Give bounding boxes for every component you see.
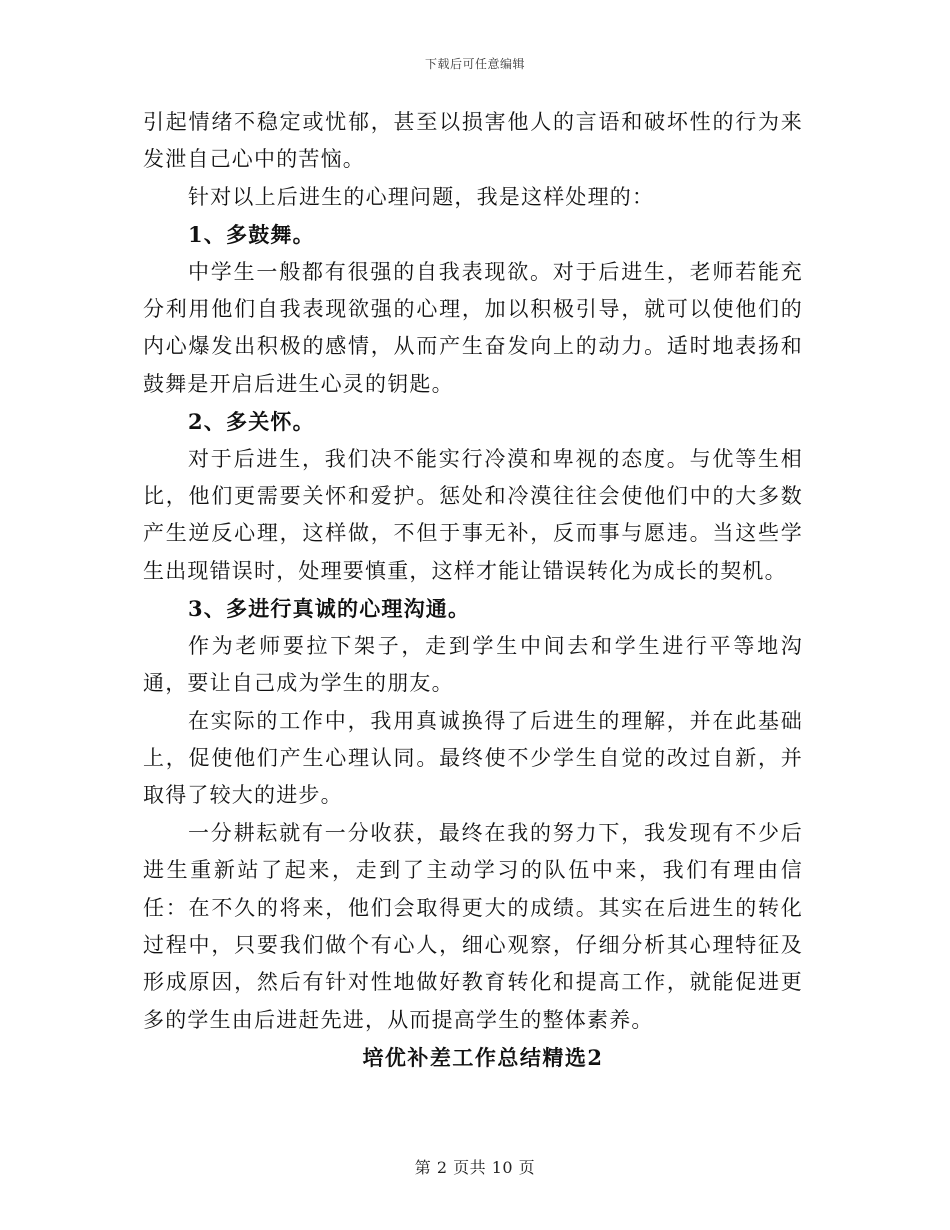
paragraph-conclusion: 一分耕耘就有一分收获，最终在我的努力下，我发现有不少后进生重新站了起来，走到了主动学习的队伍中来，我们有理由信任：在不久的将来，他们会取得更大的成绩。其实在后进生的转化过程中，只要我们做个有心人，细心观察，仔细分析其心理特征及形成原因，然后有针对性地做好教育转化和提高工作，就能促进更多的学生由后进赶先进，从而提高学生的整体素养。	[143, 820, 803, 1032]
paragraph-continuation: 引起情绪不稳定或忧郁，甚至以损害他人的言语和破坏性的行为来发泄自己心中的苦恼。	[143, 110, 803, 172]
document-body	[143, 104, 803, 1077]
paragraph-intro: 针对以上后进生的心理问题，我是这样处理的：	[188, 184, 655, 209]
section-title: 培优补差工作总结精选2	[362, 1045, 604, 1071]
page-header: 下载后可任意编辑	[424, 57, 525, 71]
page-footer: 第 2 页共 10 页	[414, 1158, 536, 1177]
heading-encourage: 1、多鼓舞。	[188, 222, 315, 248]
paragraph-encourage: 中学生一般都有很强的自我表现欲。对于后进生，老师若能充分利用他们自我表现欲强的心理，加以积极引导，就可以使他们的内心爆发出积极的感情，从而产生奋发向上的动力。适时地表扬和鼓舞是开启后进生心灵的钥匙。	[143, 259, 803, 396]
heading-care: 2、多关怀。	[188, 409, 315, 435]
paragraph-practice: 在实际的工作中，我用真诚换得了后进生的理解，并在此基础上，促使他们产生心理认同。最终使不少学生自觉的改过自新，并取得了较大的进步。	[143, 708, 803, 808]
heading-communication: 3、多进行真诚的心理沟通。	[188, 596, 471, 622]
paragraph-communication: 作为老师要拉下架子，走到学生中间去和学生进行平等地沟通，要让自己成为学生的朋友。	[143, 633, 803, 696]
paragraph-care: 对于后进生，我们决不能实行冷漠和卑视的态度。与优等生相比，他们更需要关怀和爱护。惩处和冷漠往往会使他们中的大多数产生逆反心理，这样做，不但于事无补，反而事与愿违。当这些学生出现错误时，处理要慎重，这样才能让错误转化为成长的契机。	[143, 446, 803, 583]
